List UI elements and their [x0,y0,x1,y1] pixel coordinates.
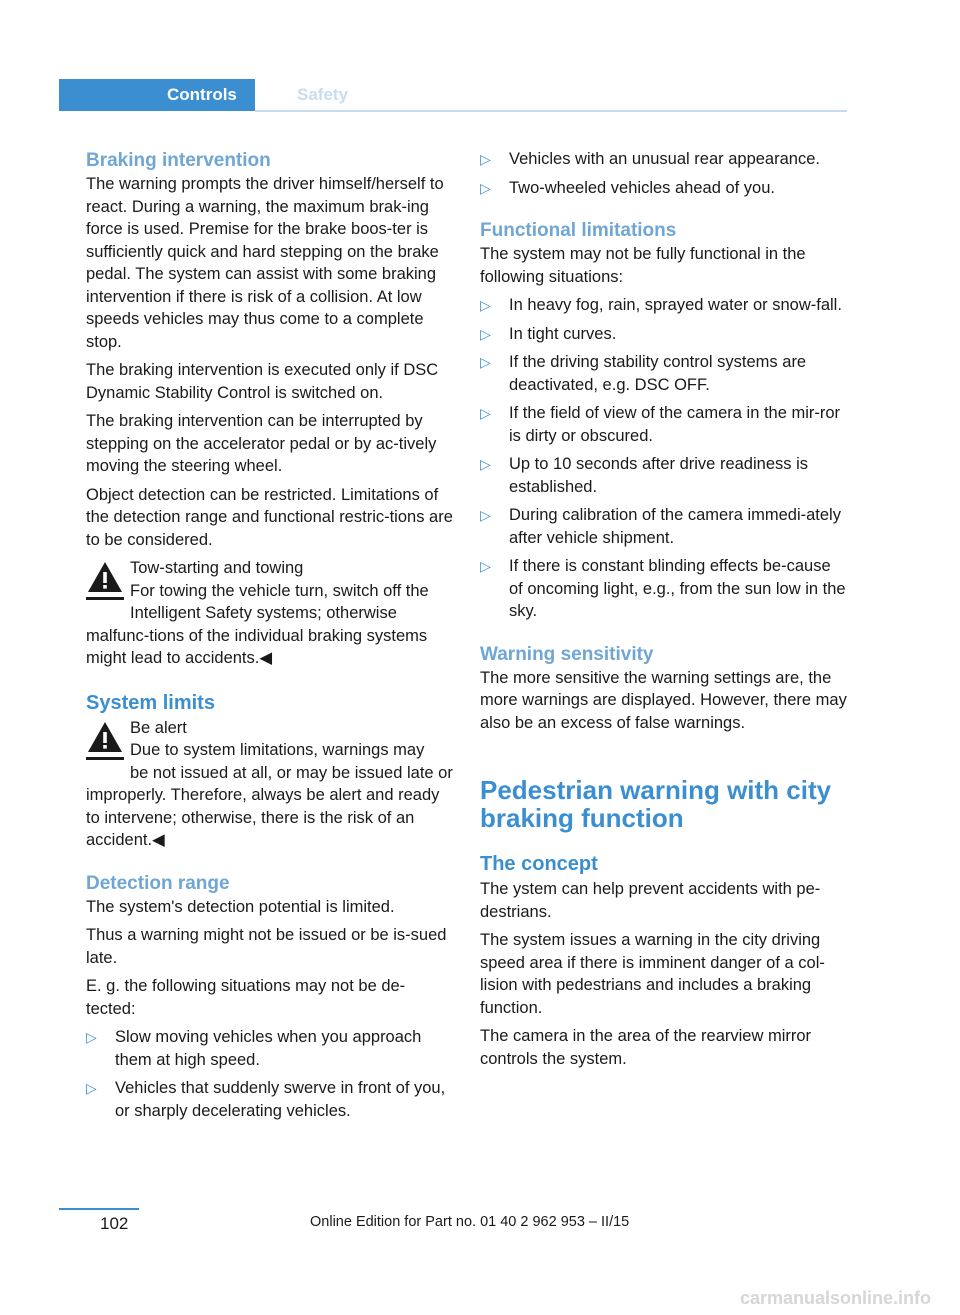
paragraph: The system issues a warning in the city driving speed area if there is imminent danger of a col‐lision with pedestrians and includes a braking function. [480,931,825,1017]
list-item: ▷ If the field of view of the camera in the mir‐ror is dirty or obscured. [480,404,841,445]
triangle-bullet-icon: ▷ [480,325,491,342]
warning-line: For towing the vehicle turn, switch off the [130,581,429,600]
warning-triangle-icon [86,719,124,763]
list-item: ▷ Vehicles that suddenly swerve in front of you, or sharply decelerating vehicles. [86,1079,446,1120]
paragraph: The braking intervention is executed only if DSC Dynamic Stability Control is switched on. [86,361,439,402]
braking-intervention-heading: Braking intervention [86,150,271,171]
list-item: ▷ Two-wheeled vehicles ahead of you. [480,177,848,200]
page-number: 102 [100,1214,129,1233]
triangle-bullet-icon: ▷ [480,151,491,167]
triangle-bullet-icon: ▷ [480,558,491,574]
functional-limitations-heading: Functional limitations [480,220,677,241]
warning-title: Be alert [130,718,187,737]
paragraph: The warning prompts the driver himself/herself to react. During a warning, the maximum brak‐ing force is used. Premise for the brake boos‐ter is sufficiently quick and hard stepping on the brake pedal. The system can assist with some braking intervention if there is risk of a collision. At low speeds vehicles may thus come to a complete stop. [86,175,444,351]
paragraph: The system's detection potential is limited. [86,897,395,916]
list-item: ▷ Vehicles with an unusual rear appearance. [480,148,848,171]
triangle-bullet-icon: ▷ [480,405,491,421]
triangle-bullet-icon: ▷ [86,1029,97,1045]
footer-rule [59,1208,139,1210]
functional-list [480,294,848,623]
paragraph: The more sensitive the warning settings are, the more warnings are displayed. However, there may also be an excess of false warnings. [480,668,847,732]
list-item: ▷ In heavy fog, rain, sprayed water or snow‐fall. [480,294,848,317]
paragraph: The ystem can help prevent accidents with pe‐destrians. [480,880,821,921]
warning-title: Tow-starting and towing [130,559,304,577]
watermark: carmanualsonline.info [740,1288,932,1308]
paragraph: E. g. the following situations may not be de‐tected: [86,977,406,1018]
triangle-bullet-icon: ▷ [480,354,491,370]
triangle-bullet-icon: ▷ [480,179,491,196]
paragraph: The braking intervention can be interrupted by stepping on the accelerator pedal or by ac‐tively moving the steering wheel. [86,412,437,475]
warning-sensitivity-heading: Warning sensitivity [480,643,654,665]
triangle-bullet-icon: ▷ [480,507,491,523]
header-rule [255,110,847,112]
triangle-bullet-icon: ▷ [480,297,491,313]
warning-text: Intelligent Safety systems; otherwise malfunc‐tions of the individual braking systems might lead to accidents.◀ [86,604,428,667]
system-limits-heading: System limits [86,691,215,714]
edition-text: Online Edition for Part no. 01 40 2 962 953 – II/15 [310,1214,630,1230]
list-item: ▷ Up to 10 seconds after drive readiness is established. [480,455,808,496]
right-column [480,148,848,1076]
list-item: ▷ During calibration of the camera immedi‐ately after vehicle shipment. [480,506,841,547]
tab-controls[interactable]: Controls [59,79,255,111]
warning-towing [86,557,454,670]
list-item: ▷ If the driving stability control systems are deactivated, e.g. DSC OFF. [480,353,807,394]
warning-line: Due to system limitations, warnings may [130,741,425,759]
list-item: ▷ If there is constant blinding effects be‐cause of oncoming light, e.g., from the sun low in the sky. [480,557,846,620]
warning-be-alert [86,717,454,852]
concept-heading: The concept [480,853,598,875]
page-header [59,79,847,111]
paragraph: The system may not be fully functional in the following situations: [480,245,806,286]
left-column [86,148,454,1128]
detection-list-continued [480,148,848,199]
triangle-bullet-icon: ▷ [480,456,491,472]
list-item: ▷ In tight curves. [480,323,848,346]
warning-text: be not issued at all, or may be issued late or improperly. Therefore, always be alert and ready to intervene; otherwise, there is the risk of an accident.◀ [86,763,453,849]
triangle-bullet-icon: ▷ [86,1080,97,1096]
paragraph: Object detection can be restricted. Limitations of the detection range and functional restric‐tions are to be considered. [86,485,453,549]
tab-safety[interactable]: Safety [255,79,847,111]
paragraph: Thus a warning might not be issued or be is‐sued late. [86,926,447,967]
warning-triangle-icon [86,559,124,603]
paragraph: The camera in the area of the rearview mirror controls the system. [480,1027,812,1068]
list-item: ▷ Slow moving vehicles when you approach them at high speed. [86,1028,422,1069]
detection-range-heading: Detection range [86,872,230,894]
pedestrian-warning-heading: Pedestrian warning with city braking function [480,775,832,833]
detection-list [86,1026,454,1122]
